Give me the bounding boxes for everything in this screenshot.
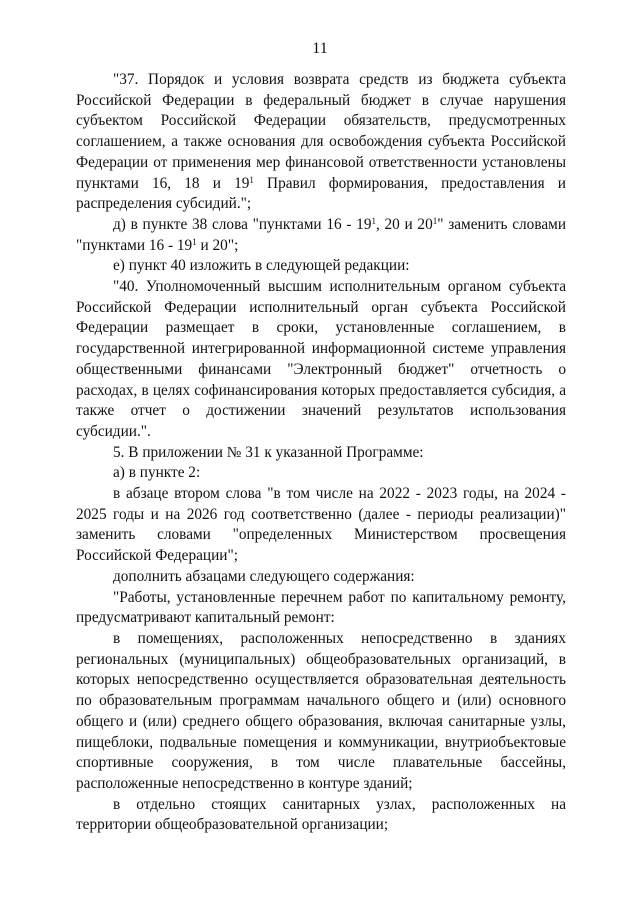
text-run: и 20";	[196, 236, 239, 254]
text-run: 5. В приложении № 31 к указанной Программе:	[113, 443, 424, 461]
superscript: 1	[192, 236, 197, 247]
paragraph-p37	[76, 70, 566, 215]
superscript: 1	[249, 174, 254, 185]
body-text	[76, 70, 566, 836]
text-run: "40. Уполномоченный высшим исполнительным органом субъекта Российской Федерации исполнительный орган субъекта Российской Федерации размещает в сроки, установленные соглашением, в государственной интегрированной информационной системе управления общественными финансами "Электронный бюджет" отчетность о расходах, в целях софинансирования которых предоставляется субсидия, а также отчет о достижении значений результатов использования субсидии.".	[76, 278, 566, 440]
paragraph-p5	[76, 443, 566, 464]
text-run: д) в пункте 38 слова "пунктами 16 - 19	[113, 215, 372, 233]
superscript: 1	[371, 215, 376, 226]
paragraph-pe	[76, 256, 566, 277]
text-run: Правил формирования, предоставления и распределения субсидий.";	[76, 174, 566, 213]
text-run: , 20 и 20	[375, 215, 433, 233]
text-run: в абзаце втором слова "в том числе на 2022 - 2023 годы, на 2024 - 2025 годы и на 2026 год соответственно (далее - периоды реализации)" заменить словами "определенных Министерством просвещения Российской Федерации";	[76, 485, 566, 565]
text-run: дополнить абзацами следующего содержания:	[113, 567, 415, 585]
paragraph-pa	[76, 463, 566, 484]
paragraph-pabz	[76, 484, 566, 567]
text-run: в отдельно стоящих санитарных узлах, расположенных на территории общеобразовательной организации;	[76, 795, 566, 834]
paragraph-potd	[76, 795, 566, 836]
superscript: 1	[432, 215, 438, 226]
paragraph-prab	[76, 588, 566, 629]
paragraph-p40	[76, 277, 566, 443]
text-run: "Работы, установленные перечнем работ по капитальному ремонту, предусматривают капитальный ремонт:	[76, 588, 566, 627]
paragraph-pdop	[76, 567, 566, 588]
text-run: " заменить словами "пунктами 16 - 19	[76, 215, 566, 254]
paragraph-ppom	[76, 629, 566, 795]
text-run: в помещениях, расположенных непосредственно в зданиях региональных (муниципальных) общеобразовательных организаций, в которых непосредственно осуществляется образовательная деятельность по образовательным программам начального общего и (или) основного общего и (или) среднего общего образования, включая санитарные узлы, пищеблоки, подвальные помещения и коммуникации, внутриобъектовые спортивные сооружения, в том числе плавательные бассейны, расположенные непосредственно в контуре зданий;	[76, 629, 566, 792]
text-run: а) в пункте 2:	[113, 464, 201, 482]
paragraph-pd	[76, 215, 566, 256]
page-number: 11	[312, 40, 328, 57]
text-run: е) пункт 40 изложить в следующей редакции:	[113, 257, 410, 275]
text-run: "37. Порядок и условия возврата средств из бюджета субъекта Российской Федерации в федеральный бюджет в случае нарушения субъектом Российской Федерации обязательств, предусмотренных соглашением, а также основания для освобождения субъекта Российской Федерации от применения мер финансовой ответственности установлены пунктами 16, 18 и 19	[76, 71, 566, 192]
